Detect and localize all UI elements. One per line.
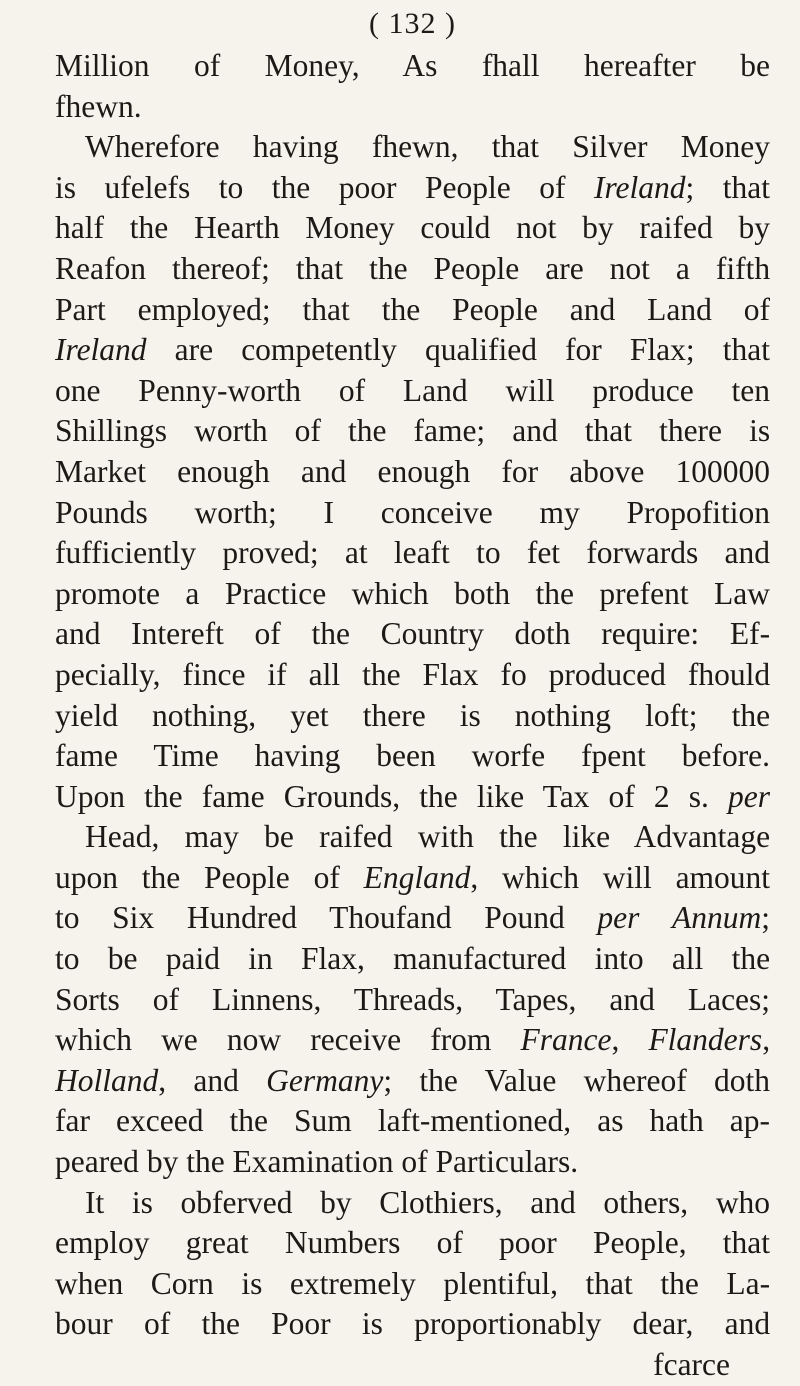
text-line: pecially, fince if all the Flax fo produced fhould bbox=[55, 656, 770, 692]
text-line: fhewn. bbox=[55, 88, 142, 124]
text-line: fame Time having been worfe fpent before. bbox=[55, 738, 770, 774]
text-line: yield nothing, yet there is nothing loft; the bbox=[55, 697, 770, 733]
text-line: Ireland are competently qualified for Flax; that bbox=[55, 332, 770, 368]
text-line: to Six Hundred Thoufand Pound per Annum; bbox=[55, 900, 770, 936]
text-line: one Penny-worth of Land will produce ten bbox=[55, 372, 770, 408]
text-line: fufficiently proved; at leaft to fet forwards and bbox=[55, 535, 770, 571]
text-line: and Intereft of the Country doth require: Ef- bbox=[55, 616, 770, 652]
text-line: to be paid in Flax, manufactured into all the bbox=[55, 941, 770, 977]
text-line: which we now receive from France, Flanders, bbox=[55, 1022, 770, 1058]
text-line: far exceed the Sum laft-mentioned, as hath ap- bbox=[55, 1103, 770, 1139]
text-line: promote a Practice which both the prefent Law bbox=[55, 575, 770, 611]
text-line: when Corn is extremely plentiful, that the La- bbox=[55, 1265, 770, 1301]
text-line: It is obferved by Clothiers, and others, who bbox=[85, 1184, 770, 1220]
text-line: upon the People of England, which will amount bbox=[55, 859, 770, 895]
text-line: Pounds worth; I conceive my Propofition bbox=[55, 494, 770, 530]
text-line: Wherefore having fhewn, that Silver Money bbox=[85, 129, 770, 165]
text-line: is ufelefs to the poor People of Ireland; that bbox=[55, 169, 770, 205]
text-line: Head, may be raifed with the like Advantage bbox=[85, 819, 770, 855]
text-line: bour of the Poor is proportionably dear, and bbox=[55, 1306, 770, 1342]
text-line: fcarce bbox=[653, 1347, 730, 1382]
text-line: Million of Money, As fhall hereafter be bbox=[55, 48, 770, 83]
text-line: Upon the fame Grounds, the like Tax of 2 s. per bbox=[55, 778, 770, 814]
text-line: half the Hearth Money could not by raifed by bbox=[55, 210, 770, 246]
text-line: Shillings worth of the fame; and that there is bbox=[55, 413, 770, 449]
page-number: ( 132 ) bbox=[369, 7, 456, 40]
text-line: employ great Numbers of poor People, that bbox=[55, 1225, 770, 1261]
text-line: Part employed; that the People and Land of bbox=[55, 291, 770, 327]
text-line: peared by the Examination of Particulars. bbox=[55, 1144, 579, 1180]
body-text bbox=[55, 46, 770, 1386]
text-line: Market enough and enough for above 100000 bbox=[55, 453, 770, 489]
text-line: Reafon thereof; that the People are not a fifth bbox=[55, 250, 770, 286]
text-line: Sorts of Linnens, Threads, Tapes, and Laces; bbox=[55, 981, 770, 1017]
text-line: Holland, and Germany; the Value whereof doth bbox=[55, 1062, 770, 1098]
